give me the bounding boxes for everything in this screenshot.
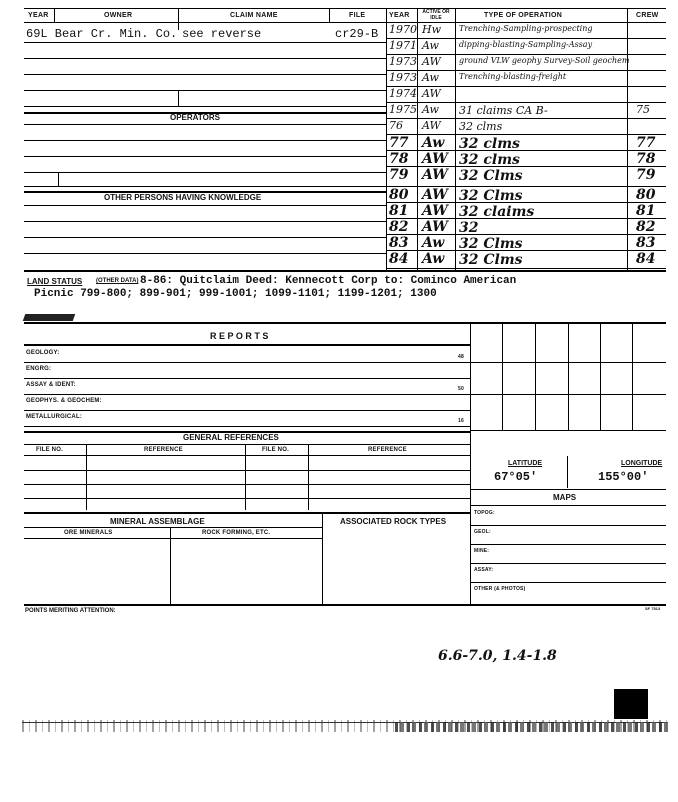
points-meriting-attention-label: POINTS MERITING ATTENTION: [25, 608, 116, 614]
activity-status: Hw [422, 23, 442, 36]
header-active-idle: ACTIVE OR IDLE [422, 9, 450, 21]
activity-operation: 32 Clms [459, 168, 523, 184]
report-row-line [24, 394, 470, 395]
report-row-line [24, 362, 470, 363]
activity-status: Aw [422, 251, 445, 267]
rock-forming-heading: ROCK FORMING, ETC. [202, 530, 271, 536]
activity-crew: 84 [636, 251, 656, 267]
header-year-2: YEAR [389, 12, 410, 19]
form-number: SF 7513 [645, 606, 661, 611]
report-row-label: GEOLOGY: [26, 350, 60, 356]
activity-crew: 75 [636, 103, 650, 116]
map-row-line [470, 525, 666, 526]
report-row-number: 16 [458, 418, 464, 424]
activity-crew: 83 [636, 235, 656, 251]
map-row-label: GEOL: [474, 529, 491, 535]
owner-value: 69L Bear Cr. Min. Co. [26, 27, 178, 41]
gr-col-file-no-2: FILE NO. [262, 447, 289, 453]
activity-year: 82 [389, 219, 409, 235]
reports-heading: R E P O R T S [210, 331, 269, 341]
activity-crew: 77 [636, 135, 656, 151]
ore-minerals-heading: ORE MINERALS [64, 530, 113, 536]
activity-operation: Trenching-blasting-freight [459, 72, 567, 81]
activity-operation: 32 Clms [459, 188, 523, 204]
header-year: YEAR [28, 12, 49, 19]
header-crew: CREW [636, 12, 659, 19]
activity-crew: 80 [636, 187, 656, 203]
activity-operation: 32 clms [459, 120, 503, 133]
latitude-label: LATITUDE [508, 460, 543, 467]
map-row-label: MINE: [474, 548, 490, 554]
activity-status: Aw [422, 235, 445, 251]
map-row-label: TOPOG: [474, 510, 495, 516]
activity-crew: 78 [636, 151, 656, 167]
activity-operation: 32 Clms [459, 236, 523, 252]
activity-operation: 32 Clms [459, 252, 523, 268]
land-status-line1: 8-86: Quitclaim Deed: Kennecott Corp to: Cominco American [140, 275, 517, 287]
activity-crew: 82 [636, 219, 656, 235]
report-row-line [24, 426, 470, 427]
activity-operation: ground VLW geophy Survey-Soil geochem [459, 56, 629, 65]
operators-heading: OPERATORS [170, 113, 220, 122]
activity-operation: 32 clms [459, 136, 520, 152]
report-row-label: GEOPHYS. & GEOCHEM: [26, 398, 102, 404]
activity-operation: dipping-blasting-Sampling-Assay [459, 40, 593, 49]
activity-crew: 79 [636, 167, 656, 183]
latitude-value: 67°05' [494, 470, 538, 484]
land-status-label: LAND STATUS [27, 277, 83, 286]
activity-status: Aw [422, 39, 439, 52]
general-references-heading: GENERAL REFERENCES [183, 433, 279, 442]
gr-col-reference-1: REFERENCE [144, 447, 183, 453]
activity-crew: 81 [636, 203, 656, 219]
claim-name-value: see reverse [182, 27, 262, 41]
report-row-number: 48 [458, 354, 464, 360]
activity-operation: 32 [459, 220, 479, 236]
land-status-line2: Picnic 799-800; 899-901; 999-1001; 1099-1101; 1199-1201; 1300 [34, 288, 437, 300]
header-type-of-operation: TYPE OF OPERATION [484, 12, 563, 19]
map-row-label: OTHER (& PHOTOS) [474, 586, 526, 592]
report-row-line [24, 410, 470, 411]
map-row-line [470, 544, 666, 545]
header-claim-name: CLAIM NAME [230, 12, 278, 19]
activity-status: AW [422, 151, 448, 167]
report-row-label: METALLURGICAL: [26, 414, 83, 420]
activity-operation: 31 claims CA B- [459, 104, 548, 117]
scan-smear [395, 722, 670, 732]
activity-year: 76 [389, 119, 403, 132]
report-row-label: ASSAY & IDENT: [26, 382, 76, 388]
activity-status: AW [422, 219, 448, 235]
activity-year: 1973 [389, 55, 417, 68]
activity-year: 1975 [389, 103, 417, 116]
file-value: cr29-B [335, 27, 379, 41]
activity-status: Aw [422, 71, 439, 84]
activity-row-line [386, 268, 666, 269]
activity-status: AW [422, 187, 448, 203]
activity-status: AW [422, 55, 441, 68]
other-persons-heading: OTHER PERSONS HAVING KNOWLEDGE [104, 193, 262, 202]
activity-status: Aw [422, 135, 445, 151]
land-status-sub: (OTHER DATA) [96, 278, 139, 284]
gr-col-file-no-1: FILE NO. [36, 447, 63, 453]
activity-status: AW [422, 119, 441, 132]
activity-year: 1973 [389, 71, 417, 84]
activity-year: 80 [389, 187, 409, 203]
report-row-line [24, 378, 470, 379]
report-row-label: ENGRG: [26, 366, 52, 372]
activity-year: 1971 [389, 39, 417, 52]
activity-status: Aw [422, 103, 439, 116]
header-file: FILE [349, 12, 366, 19]
activity-status: AW [422, 167, 448, 183]
longitude-label: LONGITUDE [621, 460, 663, 467]
activity-year: 1970 [389, 23, 417, 36]
activity-year: 77 [389, 135, 409, 151]
map-row-line [470, 582, 666, 583]
scan-dark-block [614, 689, 648, 719]
activity-year: 83 [389, 235, 409, 251]
activity-year: 84 [389, 251, 409, 267]
map-row-label: ASSAY: [474, 567, 494, 573]
activity-status: AW [422, 87, 441, 100]
activity-year: 79 [389, 167, 409, 183]
report-row-number: 50 [458, 386, 464, 392]
associated-rock-types-heading: ASSOCIATED ROCK TYPES [339, 517, 447, 526]
activity-year: 78 [389, 151, 409, 167]
scan-smudge [23, 314, 76, 321]
gr-col-reference-2: REFERENCE [368, 447, 407, 453]
activity-status: AW [422, 203, 448, 219]
activity-operation: Trenching-Sampling-prospecting [459, 24, 593, 33]
maps-heading: MAPS [553, 493, 577, 502]
header-owner: OWNER [104, 12, 133, 19]
activity-operation: 32 claims [459, 204, 535, 220]
map-row-line [470, 563, 666, 564]
mineral-assemblage-heading: MINERAL ASSEMBLAGE [110, 517, 205, 526]
activity-year: 81 [389, 203, 409, 219]
longitude-value: 155°00' [598, 470, 649, 484]
handwritten-reference: 6.6-7.0, 1.4-1.8 [438, 648, 557, 664]
activity-operation: 32 clms [459, 152, 520, 168]
activity-year: 1974 [389, 87, 417, 100]
